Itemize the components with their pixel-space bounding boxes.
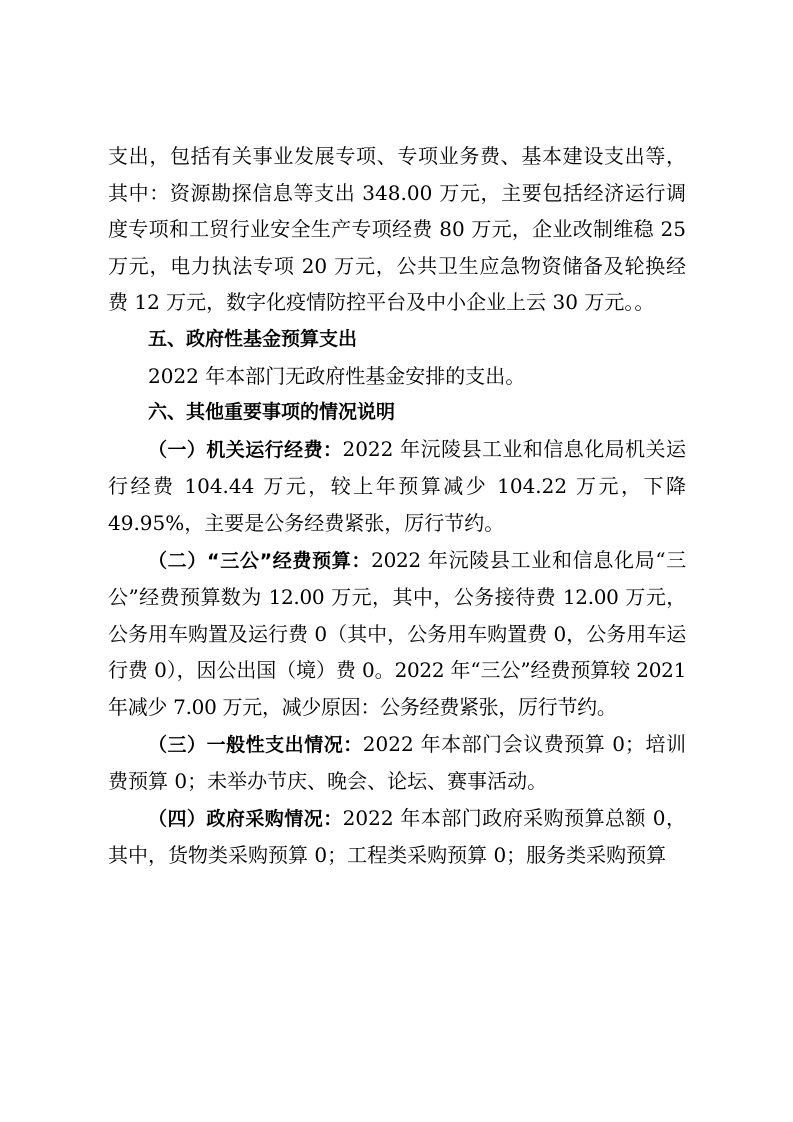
paragraph-three-public-budget [108,542,686,726]
subsection-text-2: 2022 年沅陵县工业和信息化局“三公”经费预算数为 12.00 万元，其中，公务接待费 12.00 万元，公务用车购置及运行费 0（其中，公务用车购置费 0，公务用车运行费 0），因公出国（境）费 0。2022 年“三公”经费预算较 2021年减少 7.00 万元，减少原因：公务经费紧张，厉行节约。 [108,547,686,719]
subsection-text-1: 2022 年沅陵县工业和信息化局机关运行经费 104.44 万元，较上年预算减少 104.22 万元，下降49.95%，主要是公务经费紧张，厉行节约。 [108,436,686,535]
section-heading-5: 五、政府性基金预算支出 [148,327,358,350]
paragraph-operating-expenses [108,431,686,542]
subsection-label-3: （三）一般性支出情况： [148,733,363,756]
subsection-label-4: （四）政府采购情况： [148,807,343,830]
paragraph-expenditure-detail: 支出，包括有关事业发展专项、专项业务费、基本建设支出等，其中：资源勘探信息等支出 348.00 万元，主要包括经济运行调度专项和工贸行业安全生产专项经费 80 万元，企业改制维稳 25万元，电力执法专项 20 万元，公共卫生应急物资储备及轮换经费 12 万元，数字化疫情防控平台及中小企业上云 30 万元。。 [108,144,686,315]
document-page [108,138,686,874]
paragraph-general-expenditure [108,726,686,800]
paragraph-government-fund: 2022 年本部门无政府性基金安排的支出。 [148,363,526,388]
subsection-label-2: （二）“三公”经费预算： [148,549,372,572]
paragraph-procurement [108,800,686,874]
subsection-label-1: （一）机关运行经费： [148,438,343,461]
section-heading-6: 六、其他重要事项的情况说明 [148,401,396,424]
subsection-text-4: 2022 年本部门政府采购预算总额 0，其中，货物类采购预算 0；工程类采购预算 0；服务类采购预算 [108,805,686,868]
subsection-text-3: 2022 年本部门会议费预算 0；培训费预算 0；未举办节庆、晚会、论坛、赛事活动。 [108,731,686,794]
